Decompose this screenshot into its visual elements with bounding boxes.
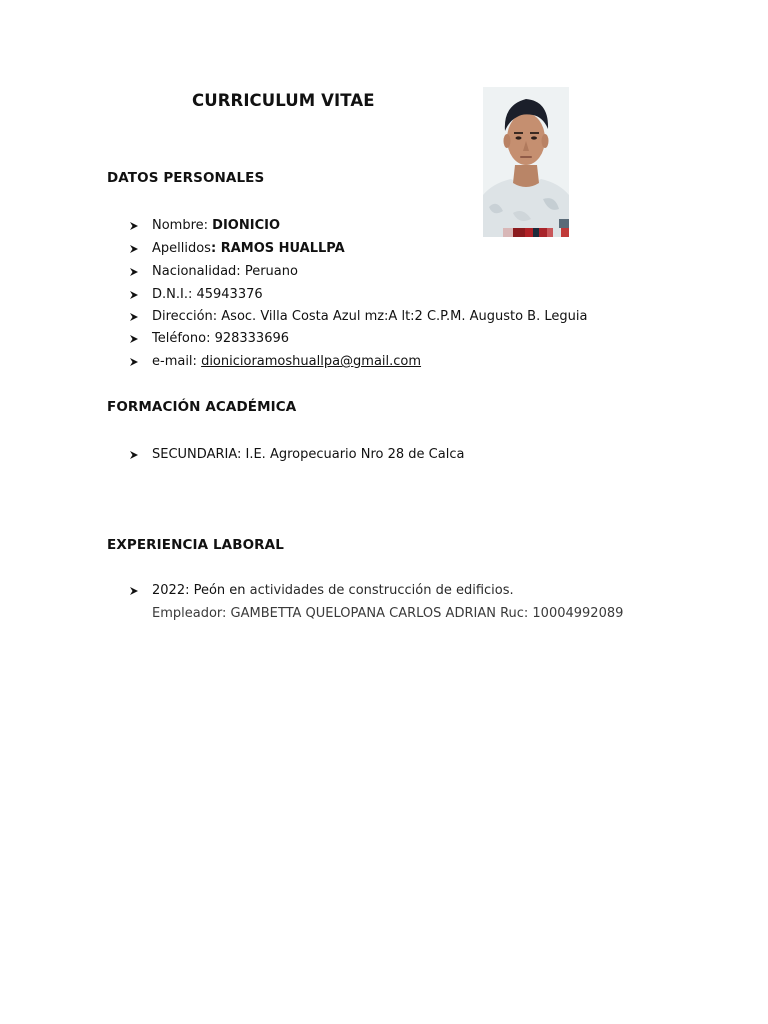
email-label: e-mail: <box>152 354 202 369</box>
profile-photo <box>483 87 569 237</box>
arrowhead-bullet-icon <box>128 287 140 303</box>
arrowhead-bullet-icon <box>128 264 140 280</box>
experiencia-description: actividades de construcción de edificios. <box>249 583 514 598</box>
nombre-value: DIONICIO <box>212 218 280 233</box>
document-title: CURRICULUM VITAE <box>192 91 375 110</box>
arrowhead-bullet-icon <box>128 309 140 325</box>
direccion-text: Dirección: Asoc. Villa Costa Azul mz:A lt:2 C.P.M. Augusto B. Leguia <box>152 309 588 324</box>
section-heading-experiencia-laboral: EXPERIENCIA LABORAL <box>107 537 284 553</box>
arrowhead-bullet-icon <box>128 241 140 257</box>
experiencia-year: 2022: Peón en <box>152 583 250 598</box>
arrowhead-bullet-icon <box>128 331 140 347</box>
arrowhead-bullet-icon <box>128 447 140 463</box>
arrowhead-bullet-icon <box>128 583 140 599</box>
section-heading-formacion-academica: FORMACIÓN ACADÉMICA <box>107 399 297 415</box>
section-heading-datos-personales: DATOS PERSONALES <box>107 170 265 186</box>
apellidos-label: Apellidos <box>152 241 211 256</box>
nombre-label: Nombre: <box>152 218 213 233</box>
nacionalidad-text: Nacionalidad: Peruano <box>152 264 298 279</box>
telefono-text: Teléfono: 928333696 <box>152 331 290 346</box>
apellidos-value: : RAMOS HUALLPA <box>210 241 345 256</box>
arrowhead-bullet-icon <box>128 218 140 234</box>
secundaria-text: SECUNDARIA: I.E. Agropecuario Nro 28 de Calca <box>152 447 465 462</box>
arrowhead-bullet-icon <box>128 354 140 370</box>
dni-text: D.N.I.: 45943376 <box>152 287 263 302</box>
email-link[interactable]: dionicioramoshuallpa@gmail.com <box>201 354 422 369</box>
experiencia-employer: Empleador: GAMBETTA QUELOPANA CARLOS ADRIAN Ruc: 10004992089 <box>152 606 624 621</box>
